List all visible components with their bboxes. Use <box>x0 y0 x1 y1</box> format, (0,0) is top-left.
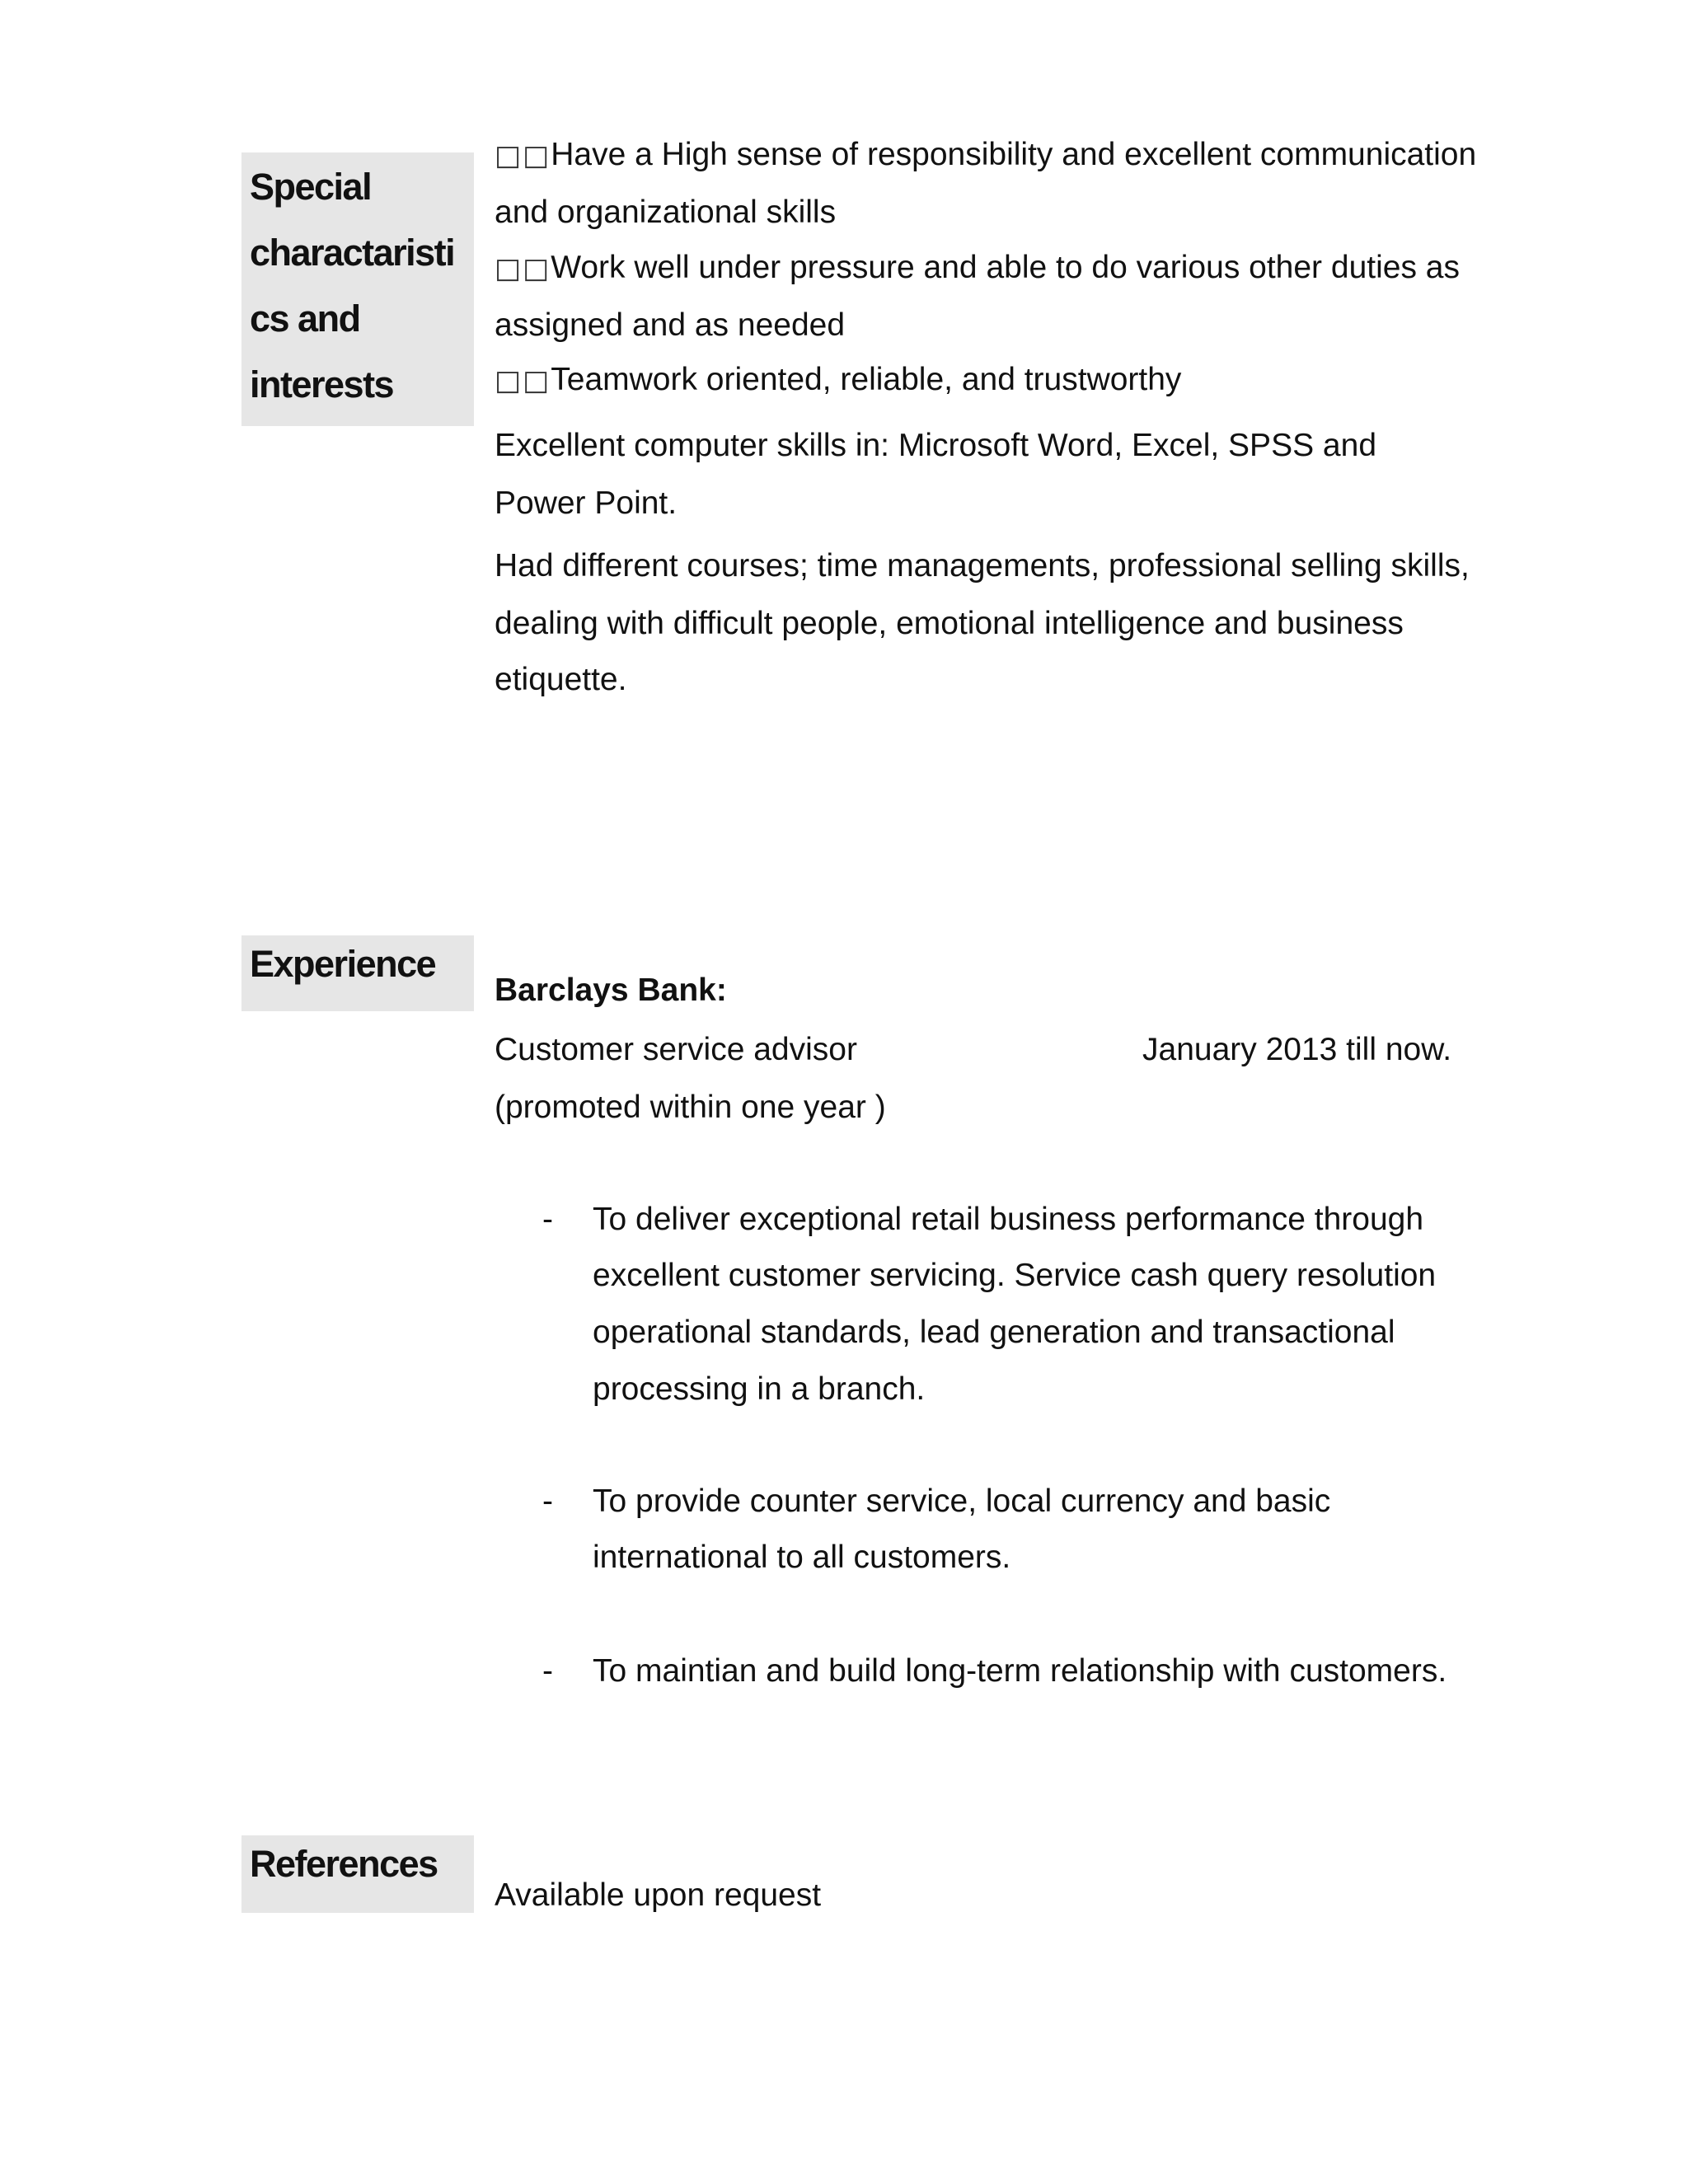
references-text: Available upon request <box>495 1877 822 1913</box>
bullet-line: operational standards, lead generation and transactional <box>593 1315 1395 1350</box>
special-line: □□Work well under pressure and able to do various other duties as <box>495 250 1460 285</box>
bullet-line: To deliver exceptional retail business performance through <box>593 1202 1424 1237</box>
bullet-line: international to all customers. <box>593 1540 1011 1575</box>
bullet-placeholder-icon: □□ <box>495 252 551 285</box>
bullet-line: To maintian and build long-term relationship with customers. <box>593 1653 1447 1689</box>
job-dates: January 2013 till now. <box>1142 1032 1452 1067</box>
special-line: Excellent computer skills in: Microsoft Word, Excel, SPSS and <box>495 428 1377 463</box>
section-heading-experience <box>241 935 474 1011</box>
bullet-line: processing in a branch. <box>593 1371 926 1407</box>
bullet-placeholder-icon: □□ <box>495 139 551 172</box>
special-line: Had different courses; time managements, professional selling skills, <box>495 548 1470 583</box>
special-line: Power Point. <box>495 485 678 521</box>
bullet-placeholder-icon: □□ <box>495 364 551 397</box>
heading-line: charactaristi <box>250 232 455 274</box>
bullet-dash: - <box>542 1202 553 1237</box>
special-line: and organizational skills <box>495 194 837 230</box>
references-heading: References <box>250 1843 438 1885</box>
job-role: Customer service advisor <box>495 1032 857 1067</box>
special-line: dealing with difficult people, emotional intelligence and business <box>495 606 1404 641</box>
heading-line: interests <box>250 363 394 405</box>
special-line: assigned and as needed <box>495 307 846 343</box>
bullet-line: excellent customer servicing. Service cash query resolution <box>593 1258 1437 1293</box>
heading-line: Special <box>250 166 372 208</box>
bullet-line: To provide counter service, local currency and basic <box>593 1483 1331 1519</box>
heading-line: cs and <box>250 298 360 340</box>
special-line: □□Teamwork oriented, reliable, and trustworthy <box>495 362 1182 397</box>
special-line: □□Have a High sense of responsibility and excellent communication <box>495 137 1477 172</box>
special-line: etiquette. <box>495 662 627 697</box>
bullet-dash: - <box>542 1653 553 1689</box>
experience-heading: Experience <box>250 943 436 985</box>
bullet-dash: - <box>542 1483 553 1519</box>
company-name: Barclays Bank: <box>495 972 727 1008</box>
section-heading-references <box>241 1835 474 1913</box>
section-heading-special <box>241 152 474 426</box>
job-note: (promoted within one year ) <box>495 1090 886 1125</box>
